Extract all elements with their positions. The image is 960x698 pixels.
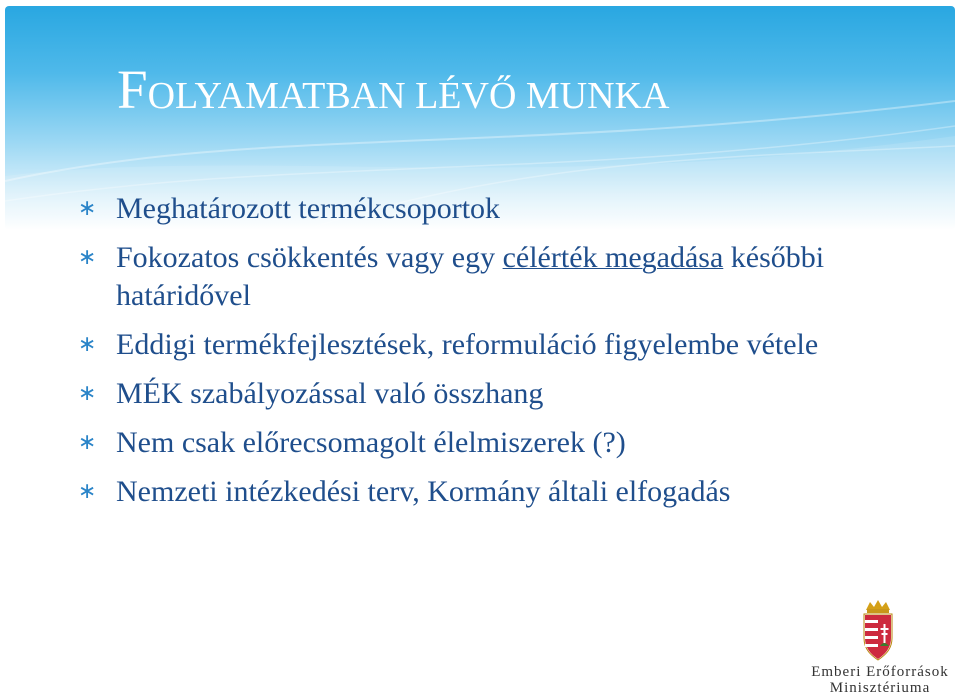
logo-text-line1: Emberi Erőforrások <box>811 664 949 680</box>
bullet-list <box>76 190 896 522</box>
asterisk-bullet-icon: ∗ <box>78 332 97 357</box>
slide-title: FOLYAMATBAN LÉVŐ MUNKA <box>117 59 670 120</box>
list-item: ∗ Meghatározott termékcsoportok <box>76 190 896 228</box>
list-item: ∗ MÉK szabályozással való összhang <box>76 375 896 413</box>
asterisk-bullet-icon: ∗ <box>78 381 97 406</box>
ministry-logo <box>800 598 960 698</box>
list-item: ∗ Nem csak előrecsomagolt élelmiszerek (?) <box>76 424 896 462</box>
asterisk-bullet-icon: ∗ <box>78 430 97 455</box>
list-item: ∗ Eddigi termékfejlesztések, reformuláció figyelembe vétele <box>76 326 896 364</box>
list-item: ∗ Fokozatos csökkentés vagy egy célérték megadása későbbi határidővel <box>78 241 825 312</box>
asterisk-bullet-icon: ∗ <box>78 479 97 504</box>
asterisk-bullet-icon: ∗ <box>78 196 97 221</box>
asterisk-bullet-icon: ∗ <box>78 245 97 270</box>
hungarian-coat-of-arms-icon <box>858 598 898 662</box>
underlined-phrase: célérték megadása <box>502 241 724 274</box>
list-item: ∗ Nemzeti intézkedési terv, Kormány általi elfogadás <box>76 473 896 511</box>
logo-text-line2: Minisztériuma <box>829 680 931 696</box>
